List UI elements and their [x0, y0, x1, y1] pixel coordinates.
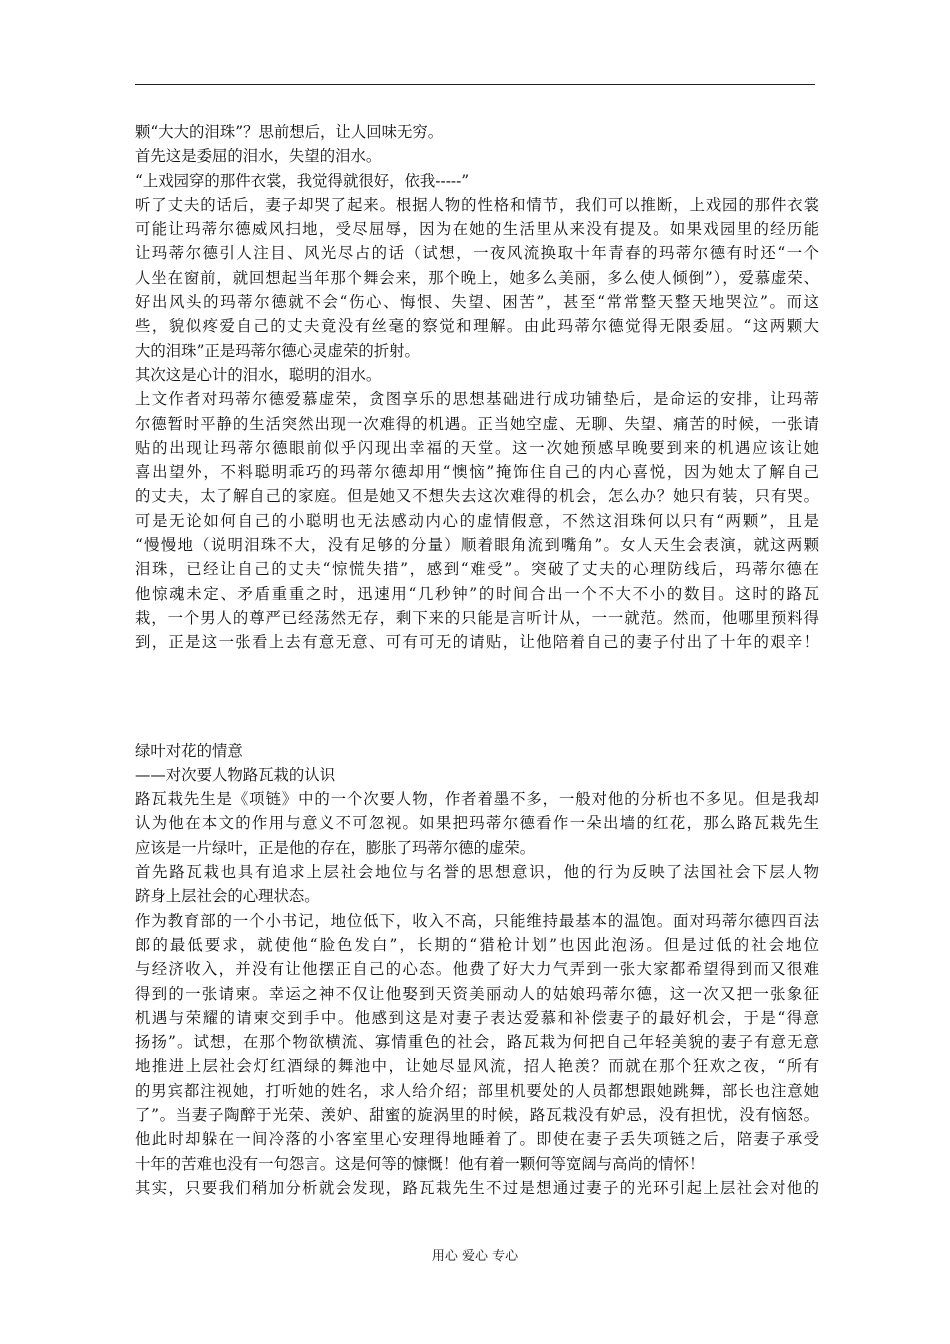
- page-footer: 用心 爱心 专心: [431, 1249, 519, 1264]
- text-line: 的丈夫，太了解自己的家庭。但是她又不想失去这次难得的机会，怎么办？她只有装，只有哭。: [135, 487, 819, 506]
- text-line: “慢慢地（说明泪珠不大，没有足够的分量）顺着眼角流到嘴角”。女人天生会表演，就这两颗: [135, 536, 819, 555]
- text-line: 的男宾都注视她，打听她的姓名，求人给介绍；部里机要处的人员都想跟她跳舞，部长也注意她: [135, 1081, 819, 1100]
- text-line: 让玛蒂尔德引人注目、风光尽占的话（试想，一夜风流换取十年青春的玛蒂尔德有时还“一个: [135, 244, 819, 263]
- text-line: 贴的出现让玛蒂尔德眼前似乎闪现出幸福的天堂。这一次她预感早晚要到来的机遇应该让她: [135, 438, 819, 457]
- text-line: 首先路瓦栽也具有追求上层社会地位与名誉的思想意识，他的行为反映了法国社会下层人物: [135, 863, 819, 882]
- text-line: 扬扬”。试想，在那个物欲横流、寡情重色的社会，路瓦栽为何把自己年轻美貌的妻子有意无意: [135, 1033, 819, 1052]
- text-line: 喜出望外，不料聪明乖巧的玛蒂尔德却用“懊恼”掩饰住自己的内心喜悦，因为她太了解自己: [135, 463, 819, 482]
- text-line: 听了丈夫的话后，妻子却哭了起来。根据人物的性格和情节，我们可以推断，上戏园的那件衣裳: [135, 195, 819, 214]
- text-line: 可能让玛蒂尔德威风扫地，受尽屈辱，因为在她的生活里从来没有提及。如果戏园里的经历能: [135, 220, 819, 239]
- section-tears: [135, 120, 819, 655]
- text-line: 栽，一个男人的尊严已经荡然无存，剩下来的只能是言听计从，一一就范。然而，他哪里预料得: [135, 608, 819, 627]
- text-line: 认为他在本文的作用与意义不可忽视。如果把玛蒂尔德看作一朵出墙的红花，那么路瓦栽先生: [135, 814, 819, 833]
- text-line: 首先这是委屈的泪水，失望的泪水。: [135, 147, 382, 166]
- text-line: 他惊魂未定、矛盾重重之时，迅速用“几秒钟”的时间合出一个不大不小的数目。这时的路瓦: [135, 584, 819, 603]
- section-title: 绿叶对花的情意: [135, 741, 243, 760]
- text-line: 跻身上层社会的心理状态。: [135, 887, 320, 906]
- text-line: “上戏园穿的那件衣裳，我觉得就很好，依我-----”: [135, 171, 470, 190]
- text-line: 些，貌似疼爱自己的丈夫竟没有丝毫的察觉和理解。由此玛蒂尔德觉得无限委屈。“这两颗大: [135, 317, 819, 336]
- text-line: 作为教育部的一个小书记，地位低下，收入不高，只能维持最基本的温饱。面对玛蒂尔德四百法: [135, 911, 819, 930]
- text-line: 到，正是这一张看上去有意无意、可有可无的请贴，让他陪着自己的妻子付出了十年的艰辛！: [135, 633, 819, 652]
- text-line: 机遇与荣耀的请柬交到手中。他感到这是对妻子表达爱慕和补偿妻子的最好机会，于是“得意: [135, 1008, 819, 1027]
- text-line: 路瓦栽先生是《项链》中的一个次要人物，作者着墨不多，一般对他的分析也不多见。但是我却: [135, 790, 819, 809]
- text-line: 十年的苦难也没有一句怨言。这是何等的慷慨！他有着一颗何等宽阔与高尚的情怀！: [135, 1154, 705, 1173]
- header-rule: [135, 84, 815, 85]
- section-green-leaf: [135, 739, 819, 1201]
- section-gap: [135, 655, 819, 739]
- text-line: 其实，只要我们稍加分析就会发现，路瓦栽先生不过是想通过妻子的光环引起上层社会对他的: [135, 1178, 819, 1197]
- text-line: 大的泪珠”正是玛蒂尔德心灵虚荣的折射。: [135, 341, 420, 360]
- text-line: 应该是一片绿叶，正是他的存在，膨胀了玛蒂尔德的虚荣。: [135, 838, 536, 857]
- text-line: 与经济收入，并没有让他摆正自己的心态。他费了好大力气弄到一张大家都希望得到而又很难: [135, 960, 819, 979]
- section-subtitle: ——对次要人物路瓦栽的认识: [135, 765, 336, 784]
- text-line: 上文作者对玛蒂尔德爱慕虚荣，贪图享乐的思想基础进行成功铺垫后，是命运的安排，让玛蒂: [135, 390, 819, 409]
- text-line: 颗“大大的泪珠”？思前想后，让人回味无穷。: [135, 123, 444, 141]
- text-line: 得到的一张请柬。幸运之神不仅让他娶到天资美丽动人的姑娘玛蒂尔德，这一次又把一张象征: [135, 984, 819, 1003]
- text-line: 泪珠，已经让自己的丈夫“惊慌失措”，感到“难受”。突破了丈夫的心理防线后，玛蒂尔德在: [135, 560, 819, 579]
- text-line: 人坐在窗前，就回想起当年那个舞会来，那个晚上，她多么美丽，多么使人倾倒”），爱慕虚荣、: [135, 268, 819, 287]
- text-line: 地推进上层社会灯红酒绿的舞池中，让她尽显风流，招人艳羡？而就在那个狂欢之夜，“所有: [135, 1057, 819, 1076]
- text-line: 郎的最低要求，就使他“脸色发白”，长期的“猎枪计划”也因此泡汤。但是过低的社会地位: [135, 935, 819, 954]
- text-line: 其次这是心计的泪水，聪明的泪水。: [135, 365, 382, 384]
- text-line: 好出风头的玛蒂尔德就不会“伤心、悔恨、失望、困苦”，甚至“常常整天整天地哭泣”。而这: [135, 293, 819, 312]
- text-line: 了”。当妻子陶醉于光荣、羡妒、甜蜜的旋涡里的时候，路瓦栽没有妒忌，没有担忧，没有恼怒。: [135, 1105, 819, 1124]
- text-line: 他此时却躲在一间冷落的小客室里心安理得地睡着了。即使在妻子丢失项链之后，陪妻子承受: [135, 1130, 819, 1149]
- text-line: 可是无论如何自己的小聪明也无法感动内心的虚情假意，不然这泪珠何以只有“两颗”，且是: [135, 511, 819, 530]
- text-line: 尔德暂时平静的生活突然出现一次难得的机遇。正当她空虚、无聊、失望、痛苦的时候，一张请: [135, 414, 819, 433]
- document-body: [135, 120, 819, 1200]
